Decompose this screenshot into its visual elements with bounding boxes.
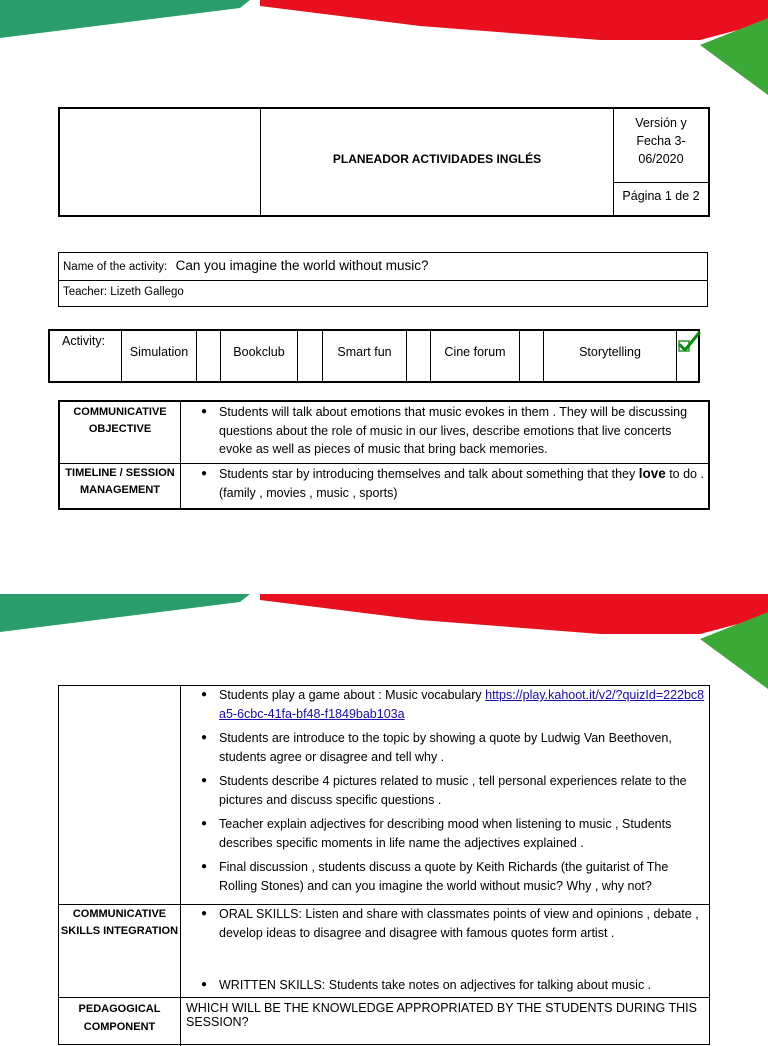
header-table [58, 107, 710, 217]
timeline-intro-item [181, 465, 707, 502]
page-number: Página 1 de 2 [622, 189, 700, 203]
skills-label: COMMUNICATIVE SKILLS INTEGRATION [60, 908, 179, 937]
objective-content [181, 403, 707, 459]
activity-info-table [58, 252, 708, 307]
oral-skills-item: ● ORAL SKILLS: Listen and share with classmates points of view and opinions , debate , develop ideas to disagree and disagree with famous quotes form artist . [181, 905, 707, 942]
timeline-activity-item: ● Teacher explain adjectives for describing mood when listening to music , Students describes specific moments in life name the adjectives explained . [181, 815, 707, 852]
checkbox-simulation[interactable] [197, 331, 220, 381]
version-line: Versión y [635, 116, 687, 130]
timeline-activity-item [181, 686, 707, 723]
skills-content [181, 905, 707, 995]
activity-label: Activity: [62, 334, 106, 348]
pedagogical-label: PEDAGOGICAL COMPONENT [78, 1003, 161, 1033]
option-smart-fun: Smart fun [337, 345, 392, 359]
checkmark-icon [677, 331, 703, 357]
pedagogical-question: WHICH WILL BE THE KNOWLEDGE APPROPRIATED BY THE STUDENTS DURING THIS SESSION? [186, 1001, 697, 1029]
activity-name-value: Can you imagine the world without music? [175, 258, 429, 273]
option-simulation: Simulation [129, 345, 189, 359]
objective-item: ● Students will talk about emotions that music evokes in them . They will be discussing questions about the role of music in our lives, describe emotions that live concerts evoke as well as pieces of music that bring back memories. [181, 403, 707, 459]
timeline-activity-item: ● Final discussion , students discuss a quote by Keith Richards (the guitarist of The Rolling Stones) and can you imagine the world without music? Why , why not? [181, 858, 707, 895]
session-table [58, 685, 710, 1045]
timeline-activity-item: ● Students describe 4 pictures related to music , tell personal experiences relate to the pictures and discuss specific questions . [181, 772, 707, 809]
timeline-intro-text-end: to do . (family , movies , music , sports) [219, 467, 704, 500]
option-bookclub: Bookclub [233, 345, 285, 359]
objective-table [58, 400, 710, 510]
page2-banner-decoration [0, 594, 768, 689]
timeline-content [181, 465, 707, 502]
option-storytelling: Storytelling [579, 345, 641, 359]
version-line: 06/2020 [638, 152, 684, 166]
timeline-intro-text: Students star by introducing themselves and talk about something that they [219, 467, 639, 481]
timeline-label: TIMELINE / SESSION MANAGEMENT [65, 467, 175, 496]
checkbox-cine-forum[interactable] [520, 331, 543, 381]
version-line: Fecha 3- [636, 134, 686, 148]
activity-name-label: Name of the activity: [63, 261, 168, 273]
timeline-activity-item: ● Students are introduce to the topic by showing a quote by Ludwig Van Beethoven, students agree or disagree and tell why . [181, 729, 707, 766]
emphasis-love: love [638, 466, 666, 481]
kahoot-link[interactable]: https://play.kahoot.it/v2/?quizId=222bc8a5-6cbc-41fa-bf48-f1849bab103a [219, 688, 705, 721]
checkbox-storytelling[interactable] [677, 331, 698, 381]
teacher-name: Teacher: Lizeth Gallego [63, 286, 184, 298]
timeline-activities [181, 686, 707, 895]
red-stripe-shape [260, 594, 768, 634]
objective-label: COMMUNICATIVE OBJECTIVE [73, 406, 167, 435]
page-title: PLANEADOR ACTIVIDADES INGLÉS [332, 152, 542, 166]
activity-type-table [48, 329, 700, 383]
activity-text: Students play a game about : Music vocabulary [219, 688, 486, 702]
version-date [614, 114, 708, 168]
green-stripe-shape [0, 0, 250, 38]
top-banner-decoration [0, 0, 768, 95]
written-skills-item: ● WRITTEN SKILLS: Students take notes on adjectives for talking about music . [181, 976, 707, 995]
activity-name-row [63, 256, 703, 278]
red-stripe-shape [260, 0, 768, 40]
checkbox-smart-fun[interactable] [407, 331, 430, 381]
option-cine-forum: Cine forum [444, 345, 506, 359]
green-stripe-shape [0, 594, 250, 632]
checkbox-bookclub[interactable] [298, 331, 322, 381]
